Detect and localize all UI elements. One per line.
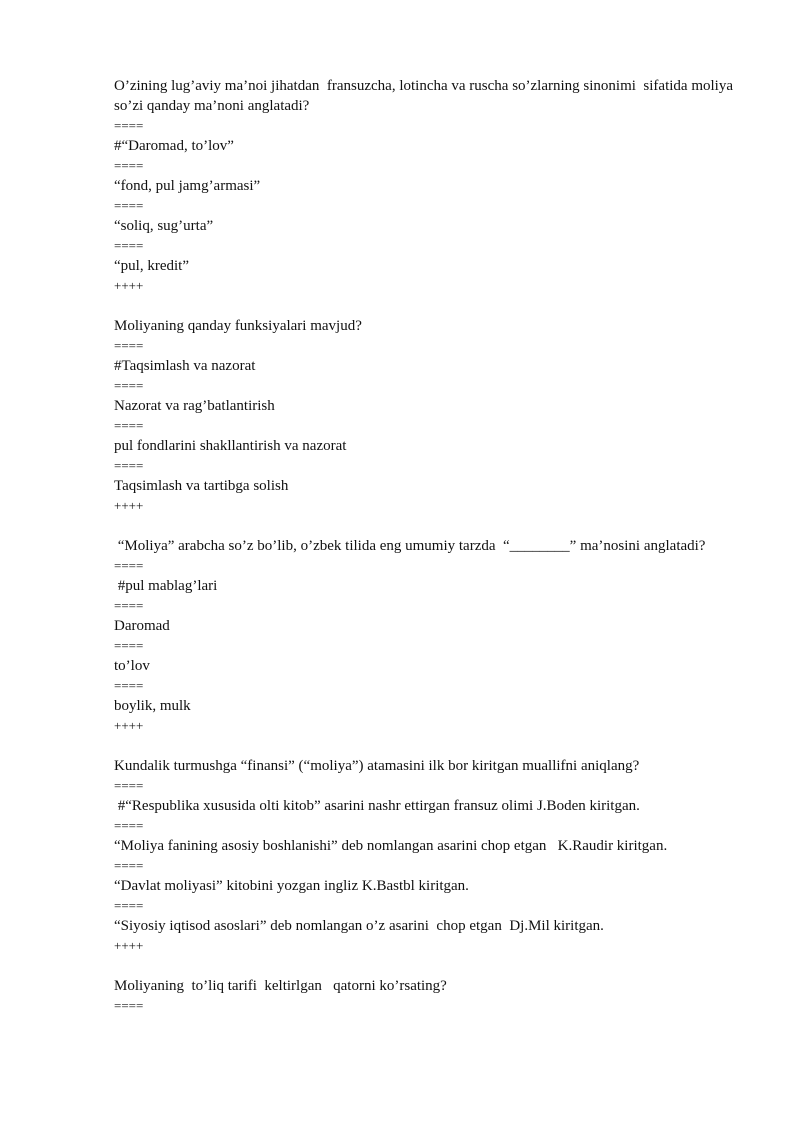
- answer-option: Daromad: [114, 618, 170, 634]
- blank-line: [114, 956, 754, 976]
- answer-option: “Siyosiy iqtisod asoslari” deb nomlangan o’z asarini chop etgan Dj.Mil kiritgan.: [114, 918, 604, 934]
- answer-option: “soliq, sug’urta”: [114, 218, 214, 234]
- answer-option: “fond, pul jamg’armasi”: [114, 178, 261, 194]
- question-text: O’zining lug’aviy ma’noi jihatdan fransuzcha, lotincha va ruscha so’zlarning sinonimi sifatida moliya so’zi qanday ma’noni anglatadi?: [114, 78, 737, 114]
- separator: ====: [114, 238, 144, 253]
- answer-option-correct: #pul mablag’lari: [114, 578, 218, 594]
- answer-option: “pul, kredit”: [114, 258, 189, 274]
- end-marker: ++++: [114, 938, 144, 953]
- separator: ====: [114, 778, 144, 793]
- separator: ====: [114, 998, 144, 1013]
- question-text: “Moliya” arabcha so’z bo’lib, o’zbek tilida eng umumiy tarzda “________” ma’nosini anglatadi?: [114, 538, 706, 554]
- question-text: Kundalik turmushga “finansi” (“moliya”) atamasini ilk bor kiritgan muallifni aniqlang?: [114, 758, 640, 774]
- answer-option-correct: #“Respublika xususida olti kitob” asarini nashr ettirgan fransuz olimi J.Boden kiritgan.: [114, 798, 640, 814]
- question-text: Moliyaning qanday funksiyalari mavjud?: [114, 318, 362, 334]
- separator: ====: [114, 638, 144, 653]
- separator: ====: [114, 558, 144, 573]
- end-marker: ++++: [114, 718, 144, 733]
- answer-option-correct: #Taqsimlash va nazorat: [114, 358, 256, 374]
- end-marker: ++++: [114, 278, 144, 293]
- answer-option: to’lov: [114, 658, 150, 674]
- document-page: [114, 76, 754, 1016]
- blank-line: [114, 736, 754, 756]
- separator: ====: [114, 858, 144, 873]
- separator: ====: [114, 198, 144, 213]
- separator: ====: [114, 378, 144, 393]
- separator: ====: [114, 158, 144, 173]
- answer-option: boylik, mulk: [114, 698, 191, 714]
- blank-line: [114, 516, 754, 536]
- answer-option-correct: #“Daromad, to’lov”: [114, 138, 234, 154]
- separator: ====: [114, 818, 144, 833]
- separator: ====: [114, 598, 144, 613]
- separator: ====: [114, 678, 144, 693]
- blank-line: [114, 296, 754, 316]
- separator: ====: [114, 338, 144, 353]
- answer-option: Nazorat va rag’batlantirish: [114, 398, 275, 414]
- answer-option: “Moliya fanining asosiy boshlanishi” deb nomlangan asarini chop etgan K.Raudir kiritgan.: [114, 838, 668, 854]
- end-marker: ++++: [114, 498, 144, 513]
- separator: ====: [114, 418, 144, 433]
- separator: ====: [114, 118, 144, 133]
- answer-option: pul fondlarini shakllantirish va nazorat: [114, 438, 347, 454]
- question-text: Moliyaning to’liq tarifi keltirlgan qatorni ko’rsating?: [114, 978, 447, 994]
- separator: ====: [114, 458, 144, 473]
- separator: ====: [114, 898, 144, 913]
- answer-option: “Davlat moliyasi” kitobini yozgan ingliz K.Bastbl kiritgan.: [114, 878, 469, 894]
- answer-option: Taqsimlash va tartibga solish: [114, 478, 289, 494]
